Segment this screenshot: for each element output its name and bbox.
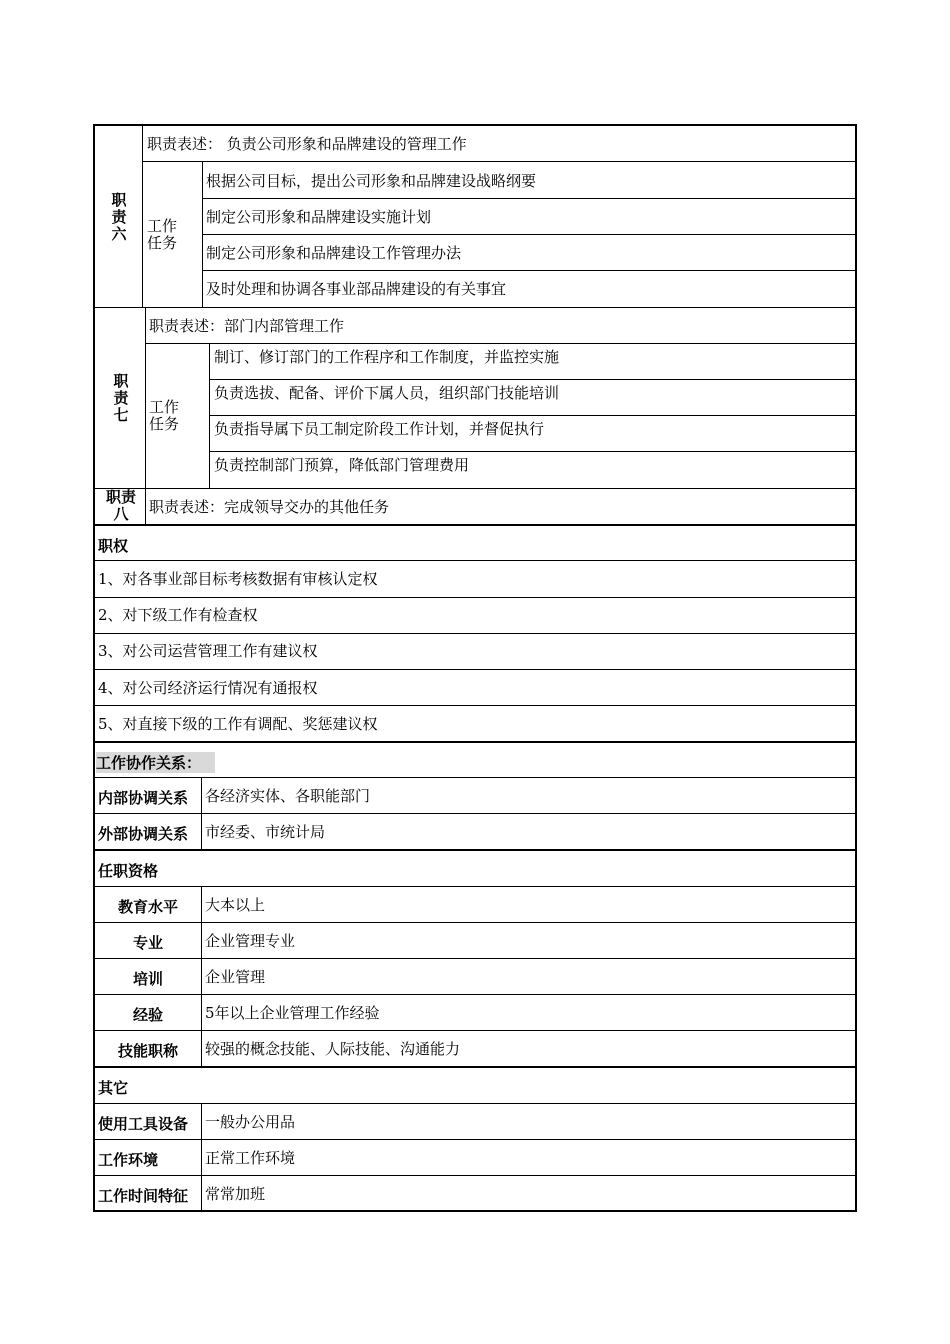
duty8-label: 职责八 (105, 488, 136, 523)
duty6-task-1: 根据公司目标，提出公司形象和品牌建设战略纲要 (206, 172, 537, 190)
job-description-table (93, 124, 857, 1212)
duty6-label: 职责六 (111, 191, 127, 243)
row-divider (95, 1030, 857, 1031)
row-divider (95, 633, 857, 634)
duty6-task-4: 及时处理和协调各事业部品牌建设的有关事宜 (206, 280, 507, 298)
row-divider (95, 669, 857, 670)
duty8-description: 职责表述：完成领导交办的其他任务 (149, 498, 390, 516)
qualification-value-skills: 较强的概念技能、人际技能、沟通能力 (205, 1040, 461, 1058)
section-divider (95, 307, 857, 308)
duty7-label: 职责七 (113, 372, 129, 424)
duty7-description: 职责表述：部门内部管理工作 (149, 317, 345, 335)
qualification-title: 任职资格 (98, 862, 159, 880)
row-divider (202, 270, 857, 271)
section-divider (95, 488, 857, 489)
section-divider (95, 1066, 857, 1068)
row-divider (209, 379, 857, 380)
qualification-label-education: 教育水平 (117, 898, 178, 916)
authority-item-4: 4、对公司经济运行情况有通报权 (98, 679, 318, 697)
authority-title: 职权 (98, 537, 129, 555)
duty7-task-4: 负责控制部门预算，降低部门管理费用 (214, 456, 470, 474)
row-divider (95, 777, 857, 778)
duty7-task-3: 负责指导属下员工制定阶段工作计划，并督促执行 (214, 420, 545, 438)
duty7-task-divider (209, 343, 210, 489)
row-divider (95, 994, 857, 995)
qualification-label-skills: 技能职称 (117, 1042, 178, 1060)
cooperation-value-internal: 各经济实体、各职能部门 (205, 787, 371, 805)
row-divider (202, 198, 857, 199)
qualification-label-major: 专业 (132, 934, 163, 952)
cooperation-label-external: 外部协调关系 (98, 825, 189, 843)
duty7-desc-divider (145, 343, 857, 344)
cooperation-value-external: 市经委、市统计局 (205, 823, 326, 841)
duty7-task-2: 负责选拔、配备、评价下属人员，组织部门技能培训 (214, 384, 560, 402)
duty6-label-divider (142, 126, 143, 308)
row-divider (95, 886, 857, 887)
other-value-environment: 正常工作环境 (205, 1149, 296, 1167)
qualification-divider (201, 886, 202, 1068)
authority-item-5: 5、对直接下级的工作有调配、奖惩建议权 (98, 715, 378, 733)
authority-item-2: 2、对下级工作有检查权 (98, 606, 258, 624)
row-divider (95, 597, 857, 598)
duty6-task-2: 制定公司形象和品牌建设实施计划 (206, 208, 432, 226)
other-divider (201, 1103, 202, 1212)
section-divider (95, 741, 857, 743)
qualification-value-training: 企业管理 (205, 968, 266, 986)
qualification-value-experience: 5年以上企业管理工作经验 (205, 1004, 380, 1022)
section-divider (95, 849, 857, 851)
other-value-tools: 一般办公用品 (205, 1113, 296, 1131)
row-divider (95, 958, 857, 959)
row-divider (95, 1139, 857, 1140)
qualification-label-training: 培训 (132, 970, 163, 988)
qualification-value-major: 企业管理专业 (205, 932, 296, 950)
other-label-hours: 工作时间特征 (98, 1187, 189, 1205)
qualification-label-experience: 经验 (132, 1006, 163, 1024)
cooperation-title: 工作协作关系： (96, 752, 215, 773)
row-divider (209, 451, 857, 452)
row-divider (209, 415, 857, 416)
row-divider (95, 705, 857, 706)
duty8-label-divider (145, 488, 146, 524)
row-divider (95, 1103, 857, 1104)
duty6-desc-divider (142, 161, 857, 162)
duty6-task-label: 工作任务 (147, 217, 178, 252)
duty6-task-3: 制定公司形象和品牌建设工作管理办法 (206, 244, 462, 262)
section-divider (95, 524, 857, 526)
other-label-environment: 工作环境 (98, 1151, 159, 1169)
row-divider (95, 1175, 857, 1176)
duty6-description: 职责表述： 负责公司形象和品牌建设的管理工作 (147, 135, 467, 153)
other-title: 其它 (98, 1079, 129, 1097)
row-divider (95, 813, 857, 814)
authority-item-3: 3、对公司运营管理工作有建议权 (98, 642, 318, 660)
qualification-value-education: 大本以上 (205, 896, 266, 914)
row-divider (95, 922, 857, 923)
other-value-hours: 常常加班 (205, 1185, 266, 1203)
authority-item-1: 1、对各事业部目标考核数据有审核认定权 (98, 570, 378, 588)
duty7-task-label: 工作任务 (149, 398, 180, 433)
row-divider (202, 234, 857, 235)
row-divider (95, 560, 857, 561)
duty7-label-divider (145, 307, 146, 489)
other-label-tools: 使用工具设备 (98, 1115, 189, 1133)
cooperation-label-internal: 内部协调关系 (98, 789, 189, 807)
duty7-task-1: 制订、修订部门的工作程序和工作制度，并监控实施 (214, 348, 560, 366)
